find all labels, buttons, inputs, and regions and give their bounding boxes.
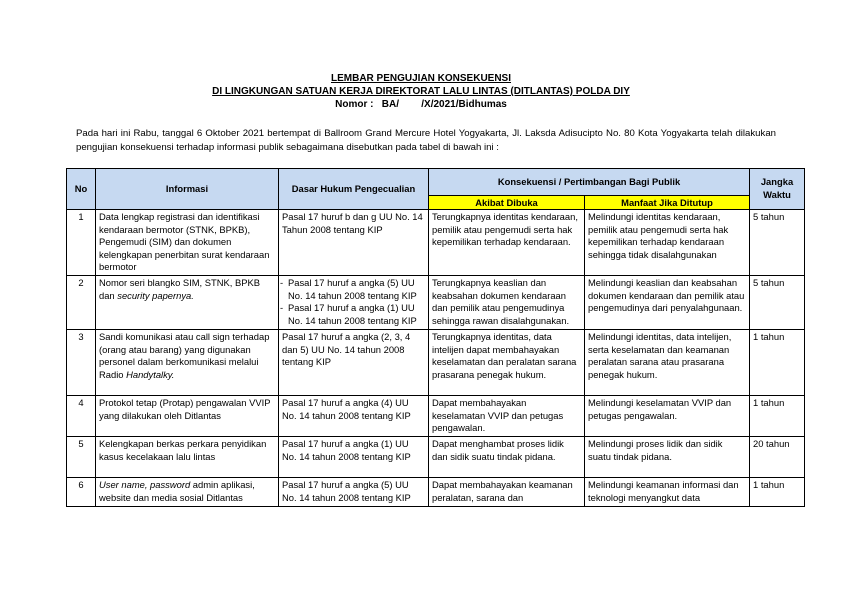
- cell-no: 4: [67, 396, 96, 437]
- cell-no: 5: [67, 437, 96, 478]
- header-informasi: Informasi: [96, 169, 279, 210]
- cell-no: 6: [67, 478, 96, 507]
- table-row: [67, 210, 805, 276]
- cell-dasar-hukum: Pasal 17 huruf a angka (4) UU No. 14 tahun 2008 tentang KIP: [279, 396, 429, 437]
- informasi-italic-text: User name, password: [99, 479, 191, 490]
- dash-marker: -: [280, 277, 284, 288]
- cell-informasi: Data lengkap registrasi dan identifikasi kendaraan bermotor (STNK, BPKB), Pengemudi (SIM) dan dokumen kelengkapan penerbitan surat kendaraan bermotor: [96, 210, 279, 276]
- table-row: [67, 478, 805, 507]
- document-number: Nomor : BA/ /X/2021/Bidhumas: [335, 99, 507, 110]
- informasi-italic-text: Handytalky.: [126, 368, 175, 380]
- document-subtitle: DI LINGKUNGAN SATUAN KERJA DIREKTORAT LALU LINTAS (DITLANTAS) POLDA DIY: [212, 86, 630, 97]
- cell-akibat-dibuka: Terungkapnya keaslian dan keabsahan dokumen kendaraan dan pemilik atau pengemudinya sehingga rawan disalahgunakan.: [429, 276, 585, 330]
- cell-no: 2: [67, 276, 96, 330]
- cell-manfaat-ditutup: Melindungi keamanan informasi dan teknologi menyangkut data: [585, 478, 750, 507]
- header-no: No: [67, 169, 96, 210]
- cell-dasar-hukum: Pasal 17 huruf b dan g UU No. 14 Tahun 2008 tentang KIP: [279, 210, 429, 276]
- cell-manfaat-ditutup: Melindungi identitas, data intelijen, serta keselamatan dan keamanan peralatan sarana atau prasarana penegak hukum.: [585, 330, 750, 396]
- informasi-text: admin aplikasi, website dan media sosial Ditlantas: [99, 479, 255, 503]
- header-akibat-dibuka: Akibat Dibuka: [429, 196, 585, 210]
- cell-akibat-dibuka: Dapat membahayakan keamanan peralatan, sarana dan: [429, 478, 585, 507]
- header-manfaat-ditutup: Manfaat Jika Ditutup: [585, 196, 750, 210]
- cell-no: 3: [67, 330, 96, 396]
- cell-jangka-waktu: 1 tahun: [750, 478, 805, 507]
- cell-dasar-hukum: Pasal 17 huruf a angka (5) UU No. 14 tahun 2008 tentang KIP: [279, 478, 429, 507]
- cell-informasi: [96, 330, 279, 396]
- informasi-italic-text: security papernya.: [117, 289, 194, 301]
- cell-akibat-dibuka: Terungkapnya identitas kendaraan, pemilik atau pengemudi serta hak kepemilikan terhadap kendaraan.: [429, 210, 585, 276]
- cell-informasi: [96, 276, 279, 330]
- cell-informasi: Kelengkapan berkas perkara penyidikan kasus kecelakaan lalu lintas: [96, 437, 279, 478]
- table-row: [67, 330, 805, 396]
- cell-jangka-waktu: 20 tahun: [750, 437, 805, 478]
- cell-akibat-dibuka: Dapat membahayakan keselamatan VVIP dan petugas pengawalan.: [429, 396, 585, 437]
- cell-akibat-dibuka: Terungkapnya identitas, data intelijen dapat membahayakan keselamatan dan peralatan sarana prasarana penegak hukum.: [429, 330, 585, 396]
- table-row: [67, 276, 805, 330]
- intro-paragraph: Pada hari ini Rabu, tanggal 6 Oktober 2021 bertempat di Ballroom Grand Mercure Hotel Yogyakarta, Jl. Laksda Adisucipto No. 80 Kota Yogyakarta telah dilakukan pengujian konsekuensi terhadap informasi publik sebagaimana disebutkan pada tabel di bawah ini :: [76, 128, 776, 153]
- cell-dasar-hukum: [279, 276, 429, 330]
- header-jangka-waktu: Jangka Waktu: [750, 169, 805, 210]
- header-konsekuensi: Konsekuensi / Pertimbangan Bagi Publik: [429, 169, 750, 196]
- consequence-table: [66, 168, 805, 507]
- cell-manfaat-ditutup: Melindungi proses lidik dan sidik suatu tindak pidana.: [585, 437, 750, 478]
- cell-manfaat-ditutup: Melindungi keaslian dan keabsahan dokumen kendaraan dan pemilik atau pengemudinya dari penyalahgunaan.: [585, 276, 750, 330]
- cell-dasar-hukum: Pasal 17 huruf a angka (2, 3, 4 dan 5) UU No. 14 tahun 2008 tentang KIP: [279, 330, 429, 396]
- cell-jangka-waktu: 1 tahun: [750, 396, 805, 437]
- informasi-text: Nomor seri blangko SIM, STNK, BPKB dan: [99, 277, 260, 301]
- dasar-item: Pasal 17 huruf a angka (1) UU No. 14 tahun 2008 tentang KIP: [288, 302, 417, 326]
- cell-akibat-dibuka: Dapat menghambat proses lidik dan sidik suatu tindak pidana.: [429, 437, 585, 478]
- cell-manfaat-ditutup: Melindungi keselamatan VVIP dan petugas pengawalan.: [585, 396, 750, 437]
- dash-marker: -: [280, 302, 284, 314]
- dasar-item: Pasal 17 huruf a angka (5) UU No. 14 tahun 2008 tentang KIP: [288, 277, 417, 301]
- cell-informasi: [96, 478, 279, 507]
- header-dasar-hukum: Dasar Hukum Pengecualian: [279, 169, 429, 210]
- cell-manfaat-ditutup: Melindungi identitas kendaraan, pemilik atau pengemudi serta hak kepemilikan terhadap kendaraan sehingga tidak disalahgunakan: [585, 210, 750, 276]
- cell-jangka-waktu: 1 tahun: [750, 330, 805, 396]
- cell-informasi: Protokol tetap (Protap) pengawalan VVIP yang dilakukan oleh Ditlantas: [96, 396, 279, 437]
- table-row: [67, 396, 805, 437]
- informasi-text: Sandi komunikasi atau call sign terhadap (orang atau barang) yang digunakan personel dalam berkomunikasi melalui Radio: [99, 331, 270, 380]
- document-title: LEMBAR PENGUJIAN KONSEKUENSI: [330, 73, 512, 84]
- table-row: [67, 437, 805, 478]
- cell-dasar-hukum: Pasal 17 huruf a angka (1) UU No. 14 tahun 2008 tentang KIP: [279, 437, 429, 478]
- cell-jangka-waktu: 5 tahun: [750, 276, 805, 330]
- cell-jangka-waktu: 5 tahun: [750, 210, 805, 276]
- cell-no: 1: [67, 210, 96, 276]
